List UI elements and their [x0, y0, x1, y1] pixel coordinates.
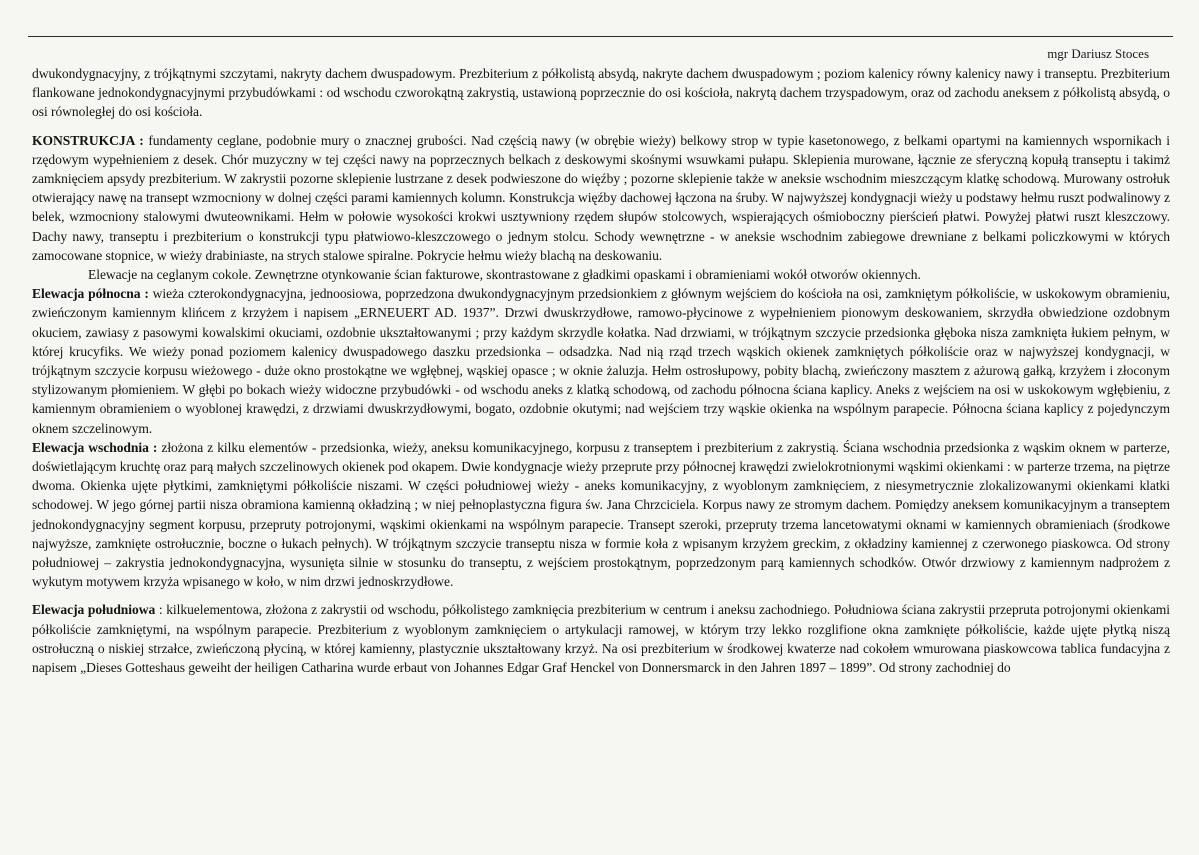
paragraph-elewacja-wschodnia — [32, 438, 1170, 592]
header-rule — [28, 36, 1173, 37]
paragraph-text: złożona z kilku elementów - przedsionka, wieży, aneksu komunikacyjnego, korpusu z transeptem i prezbiterium z zakrystią. Ściana wschodnia przedsionka z wąskim oknem w parterze, doświetlającym kruchtę oraz parą małych szczelinowych okienek pod okapem. Dwie kondygnacje wieży przeprute przy północnej krawędzi zwielokrotnionymi wąskimi okienkami : w parterze trzema, na piętrze dwoma. Okienka ujęte płytkimi, zamkniętymi półkoliście niszami. W części południowej wieży - aneks komunikacyjny, z wyoblonym zamknięciem, z niesymetrycznie zlokalizowanymi okienkami klatki schodowej. W jego górnej partii nisza obramiona kamienną okładziną ; w niej pełnoplastyczna figura św. Jana Chrzciciela. Korpus nawy ze stromym dachem. Pomiędzy aneksem komunikacyjnym a transeptem jednokondygnacyjny segment korpusu, przepruty potrojonymi, wąskimi okienkami na wspólnym parapecie. Transept szeroki, przepruty trzema lancetowatymi oknami w kamiennych obramieniach (środkowe najwyższe, zamknięte ostrołucznie, boczne o łukach pełnych). W trójkątnym szczycie transeptu nisza w formie koła z wpisanym krzyżem greckim, z okładziny kamiennej z czerwonego piaskowca. Od strony południowej – zakrystia jednokondygnacyjna, wysunięta silnie w stosunku do transeptu, z wejściem prostokątnym, poprzedzonym parą kamiennych schodków. Otwór drzwiowy z kamiennym nadprożem z wykutym motywem krzyża wpisanego w koło, w nim drzwi jednoskrzydłowe. — [32, 439, 1170, 590]
paragraph-elewacja-polnocna — [32, 284, 1170, 438]
author-name: mgr Dariusz Stoces — [1047, 46, 1149, 61]
paragraph-continuation — [32, 64, 1170, 122]
section-heading-elewacja-poludniowa: Elewacja południowa — [32, 602, 156, 618]
paragraph-elewacje — [32, 265, 1170, 284]
paragraph-text: Elewacje na ceglanym cokole. Zewnętrzne otynkowanie ścian fakturowe, skontrastowane z gładkimi opaskami i obramieniami wokół otworów okiennych. — [88, 267, 921, 283]
paragraph-text: dwukondygnacyjny, z trójkątnymi szczytami, nakryty dachem dwuspadowym. Prezbiterium z półkolistą absydą, nakryte dachem dwuspadowym ; poziom kalenicy równy kalenicy nawy i transeptu. Prezbiterium flankowane jednokondygnacyjnymi przybudówkami : od wschodu czworokątną zakrystią, ustawioną poprzecznie do osi kościoła, nakrytą dachem trzyspadowym, oraz od zachodu aneksem z półkolistą absydą, o osi równoległej do osi kościoła. — [32, 66, 1170, 120]
section-heading-konstrukcja: KONSTRUKCJA : — [32, 132, 144, 148]
document-body — [32, 64, 1170, 677]
paragraph-text: : kilkuelementowa, złożona z zakrystii od wschodu, półkolistego zamknięcia prezbiterium w centrum i aneksu zachodniego. Południowa ściana zakrystii przepruta potrojonymi okienkami półkoliście zamkniętymi, na wspólnym parapecie. Prezbiterium z wyoblonym zamknięciem o artykulacji ramowej, w którym trzy lekko rozglifione okna zamknięte półkoliście, każde ujęte płytką niszą ostrołuczną o niskiej strzałce, zwieńczoną płyciną, w której kamienny, plastycznie ukształtowany krzyż. Na osi prezbiterium w środkowej kwaterze nad cokołem wmurowana piaskowcowa tablica fundacyjna z napisem „Dieses Gotteshaus geweiht der heiligen Catharina wurde erbaut von Johannes Edgar Graf Henckel von Donnersmarck in den Jahren 1897 – 1899”. Od strony zachodniej do — [32, 602, 1170, 676]
section-heading-elewacja-wschodnia: Elewacja wschodnia : — [32, 439, 158, 455]
paragraph-text: wieża czterokondygnacyjna, jednoosiowa, poprzedzona dwukondygnacyjnym przedsionkiem z głównym wejściem do kościoła na osi, zamkniętym półkoliście, w uskokowym obramieniu, zwieńczonym kamiennym klińcem z krzyżem i napisem „ERNEUERT AD. 1937”. Drzwi dwuskrzydłowe, ramowo-płycinowe z wypełnieniem pionowym deskowaniem, skrzydła obwiedzione ozdobnym okuciem, zawiasy z pasowymi kowalskimi okuciami, ozdobnie ukształtowanymi ; przy każdym skrzydle kołatka. Nad drzwiami, w trójkątnym szczycie przedsionka głęboka nisza zamknięta łukiem pełnym, w której krucyfiks. We wieży ponad poziomem kalenicy dwuspadowego daszku przedsionka – odsadzka. Nad nią rząd trzech wąskich okienek zamkniętych półkoliście oraz w najwyższej kondygnacji, w trójkątnym szczycie korpusu wieżowego - duże okno prostokątne we wgłębnej, wąskiej opasce ; w oknie żaluzja. Hełm ostrosłupowy, pobity blachą, zwieńczony masztem z ażurową gałką, krzyżem i złoconym stylizowanym płomieniem. W głębi po bokach wieży widoczne przybudówki - od wschodu aneks z klatką schodową, od zachodu północna ściana kaplicy. Aneks z wejściem na osi w uskokowym wgłębieniu, z kamiennym obramieniem o wyoblonej krawędzi, z drzwiami dwuskrzydłowymi, bogato, ozdobnie okutymi; nad wejściem trzy wąskie okienka na wspólnym parapecie. Północna ściana kaplicy z pojedynczym oknem szczelinowym. — [32, 286, 1170, 436]
paragraph-text: fundamenty ceglane, podobnie mury o znacznej grubości. Nad częścią nawy (w obrębie wieży) belkowy strop w typie kasetonowego, z belkami opartymi na kamiennych wspornikach i rzędowym wypełnieniem z desek. Chór muzyczny w tej części nawy na poprzecznych belkach z deskowymi skośnymi wsuwkami pułapu. Sklepienia murowane, łącznie ze sferyczną kopułą transeptu i takimż zamknięciem apsydy prezbiterium. W zakrystii pozorne sklepienie lustrzane z desek podwieszone do więźby ; pozorne sklepienie także w aneksie wschodnim mieszczącym klatkę schodową. Murowany ostrołuk otwierający nawę na transept wzmocniony w dolnej części parami kamiennych kolumn. Konstrukcja więźby dachowej łączona na śruby. W najwyższej kondygnacji wieży u podstawy hełmu ruszt podwalinowy z belek, wzmocniony stalowymi dwuteownikami. Hełm w połowie wysokości krokwi usztywniony rzędem słupów stolcowych, wspierających ośmioboczny pierścień płatwi. Powyżej płatwi ruszt kleszczowy. Dachy nawy, transeptu i prezbiterium o konstrukcji typu płatwiowo-kleszczowego o jednym stolcu. Schody wewnętrzne - w aneksie wschodnim zabiegowe drewniane z belkami policzkowymi w których zamocowane stopnice, w wieży drabiniaste, na strych stalowe spiralne. Pokrycie hełmu wieży blachą na deskowaniu. — [32, 132, 1170, 263]
paragraph-elewacja-poludniowa — [32, 600, 1170, 677]
paragraph-konstrukcja — [32, 131, 1170, 265]
section-heading-elewacja-polnocna: Elewacja północna : — [32, 286, 149, 302]
